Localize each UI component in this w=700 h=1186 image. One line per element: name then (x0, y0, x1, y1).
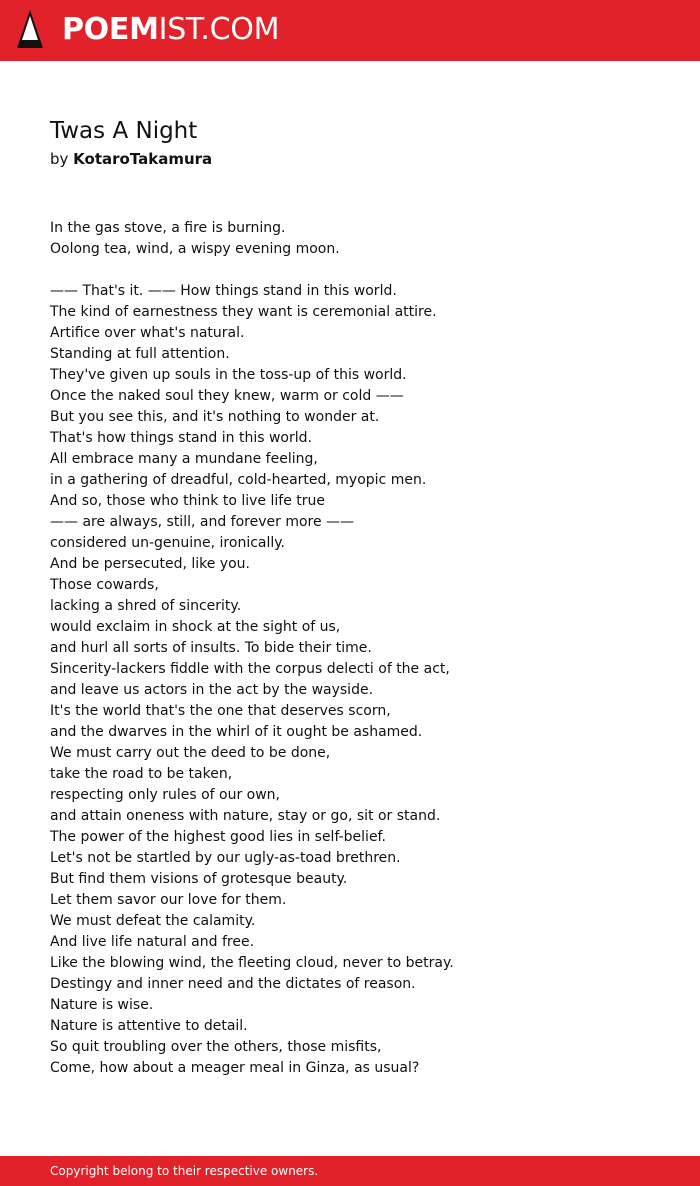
poem-line: Nature is wise. (50, 997, 154, 1013)
poem-line: Artifice over what's natural. (50, 325, 245, 341)
poem-line: Standing at full attention. (50, 346, 230, 362)
poem-title: Twas A Night (50, 118, 198, 144)
poem-line: We must carry out the deed to be done, (50, 745, 331, 761)
poem-line: Destingy and inner need and the dictates of reason. (50, 976, 416, 992)
poem-line: Let's not be startled by our ugly-as-toad brethren. (50, 850, 401, 866)
poem-line: considered un-genuine, ironically. (50, 535, 285, 551)
copyright-text: Copyright belong to their respective owners. (50, 1164, 319, 1178)
poem-line: —— are always, still, and forever more —— (50, 514, 355, 530)
poem-line: Once the naked soul they knew, warm or cold —— (50, 388, 404, 404)
byline-prefix: by (50, 150, 74, 168)
poem-line: would exclaim in shock at the sight of us, (50, 619, 341, 635)
poem-line: and the dwarves in the whirl of it ought be ashamed. (50, 724, 423, 740)
poem-line: In the gas stove, a fire is burning. (50, 220, 286, 236)
site-header (0, 0, 700, 61)
poem-line: The kind of earnestness they want is ceremonial attire. (50, 304, 437, 320)
poem-line: And be persecuted, like you. (50, 556, 250, 572)
poem-line: respecting only rules of our own, (50, 787, 281, 803)
logo-bold-text: POEM (62, 12, 159, 47)
poem-line: That's how things stand in this world. (50, 430, 312, 446)
poem-line: But find them visions of grotesque beauty. (50, 871, 348, 887)
poem-line: And live life natural and free. (50, 934, 255, 950)
site-footer (0, 1156, 700, 1186)
poem-line: Like the blowing wind, the fleeting cloud, never to betray. (50, 955, 454, 971)
poem-line: in a gathering of dreadful, cold-hearted, myopic men. (50, 472, 427, 488)
stanza-break (50, 260, 670, 281)
poem-line: Sincerity-lackers fiddle with the corpus delecti of the act, (50, 661, 450, 677)
poem-line: Come, how about a meager meal in Ginza, as usual? (50, 1060, 420, 1076)
poem-line: Those cowards, (50, 577, 159, 593)
poem-line: —— That's it. —— How things stand in this world. (50, 283, 397, 299)
poem-line: So quit troubling over the others, those misfits, (50, 1039, 382, 1055)
poem-line: They've given up souls in the toss-up of this world. (50, 367, 407, 383)
site-logo[interactable] (62, 11, 279, 49)
poem-line: Let them savor our love for them. (50, 892, 287, 908)
poem-line: But you see this, and it's nothing to wonder at. (50, 409, 380, 425)
poem-line: And so, those who think to live life true (50, 493, 325, 509)
poem-line: It's the world that's the one that deserves scorn, (50, 703, 391, 719)
poem-line: All embrace many a mundane feeling, (50, 451, 318, 467)
poem-author: KotaroTakamura (73, 150, 213, 168)
pencil-logo-icon (17, 10, 43, 52)
poem-line: Oolong tea, wind, a wispy evening moon. (50, 241, 340, 257)
logo-light-text: IST.COM (158, 12, 280, 47)
poem-line: Nature is attentive to detail. (50, 1018, 248, 1034)
poem-line: lacking a shred of sincerity. (50, 598, 242, 614)
poem-line: We must defeat the calamity. (50, 913, 256, 929)
poem-byline (50, 148, 212, 170)
poem-line: and leave us actors in the act by the wayside. (50, 682, 374, 698)
poem-line: and hurl all sorts of insults. To bide their time. (50, 640, 372, 656)
poem-body (50, 218, 670, 1079)
poem-line: and attain oneness with nature, stay or go, sit or stand. (50, 808, 441, 824)
poem-line: take the road to be taken, (50, 766, 233, 782)
poem-line: The power of the highest good lies in self-belief. (50, 829, 386, 845)
